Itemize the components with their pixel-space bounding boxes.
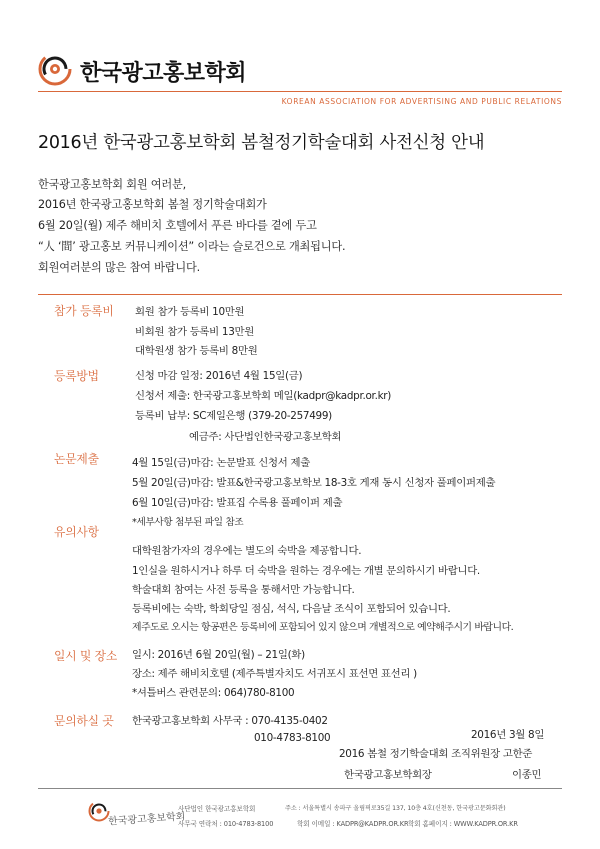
contact-line: 010-4783-8100	[254, 732, 331, 744]
society-logo-icon	[38, 52, 72, 86]
contact-line: 한국광고홍보학회 사무국 : 070-4135-0402	[132, 715, 328, 727]
notes-line: 학술대회 참여는 사전 등록을 통해서만 가능합니다.	[132, 584, 355, 596]
signature-date: 2016년 3월 8일	[471, 729, 545, 741]
papers-line: 5월 20일(금)마감: 발표&한국광고홍보학보 18-3호 게재 동시 신청자 풀페이퍼제출	[132, 477, 496, 489]
section-label-registration: 등록방법	[54, 369, 99, 383]
footer-logo-icon	[88, 800, 110, 822]
section-label-fee: 참가 등록비	[54, 304, 114, 318]
footer-phone: 사무국 연락처 : 010-4783-8100	[178, 820, 274, 828]
footer-logo-text: 한국광고홍보학회	[107, 811, 186, 828]
header-divider	[38, 91, 562, 92]
intro-line: “人 ‘間’ 광고홍보 커뮤니케이션” 이라는 슬로건으로 개최됩니다.	[38, 240, 346, 253]
section-label-contact: 문의하실 곳	[54, 714, 114, 728]
org-english-name: KOREAN ASSOCIATION FOR ADVERTISING AND PUBLIC RELATIONS	[281, 97, 562, 106]
datetime-line: 장소: 제주 해비치호텔 (제주특별자치도 서귀포시 표선면 표선리 )	[132, 668, 417, 680]
section-label-notes: 유의사항	[54, 525, 99, 539]
notes-line: 등록비에는 숙박, 학회당일 점심, 석식, 다음날 조식이 포함되어 있습니다.	[132, 603, 451, 615]
signature-president-title: 한국광고홍보학회장	[344, 769, 432, 781]
footer-org: 사단법인 한국광고홍보학회	[178, 805, 256, 813]
intro-line: 2016년 한국광고홍보학회 봄철 정기학술대회가	[38, 198, 267, 211]
registration-line: 신청서 제출: 한국광고홍보학회 메일(kadpr@kadpr.or.kr)	[135, 390, 392, 402]
signature-committee: 2016 봄철 정기학술대회 조직위원장 고한준	[339, 748, 533, 760]
papers-line: 6월 10일(금)마감: 발표집 수록용 풀페이퍼 제출	[132, 497, 343, 509]
registration-line: 신청 마감 일정: 2016년 4월 15일(금)	[135, 370, 303, 382]
fee-line: 회원 참가 등록비 10만원	[135, 306, 245, 318]
datetime-line: *셔틀버스 관련문의: 064)780-8100	[132, 687, 295, 699]
section-label-datetime: 일시 및 장소	[54, 649, 118, 663]
notes-line: 제주도로 오시는 항공편은 등록비에 포함되어 있지 않으며 개별적으로 예약해주시기 바랍니다.	[132, 622, 514, 633]
intro-line: 한국광고홍보학회 회원 여러분,	[38, 178, 186, 191]
fee-line: 비회원 참가 등록비 13만원	[135, 326, 255, 338]
registration-line: 예금주: 사단법인한국광고홍보학회	[189, 431, 342, 443]
papers-line: 4월 15일(금)마감: 논문발표 신청서 제출	[132, 457, 310, 469]
notes-line: 대학원참가자의 경우에는 별도의 숙박을 제공합니다.	[132, 545, 362, 557]
intro-line: 6월 20일(월) 제주 해비치 호텔에서 푸른 바다를 곁에 두고	[38, 219, 317, 232]
datetime-line: 일시: 2016년 6월 20일(월) – 21일(화)	[132, 649, 305, 661]
signature-president-name: 이종민	[512, 769, 542, 781]
notes-reference: *세부사항 첨부된 파일 참조	[132, 517, 244, 528]
page-title: 2016년 한국광고홍보학회 봄철정기학술대회 사전신청 안내	[38, 133, 485, 153]
footer-divider	[38, 788, 562, 789]
intro-line: 회원여러분의 많은 참여 바랍니다.	[38, 261, 200, 274]
notes-line: 1인실을 원하시거나 하루 더 숙박을 원하는 경우에는 개별 문의하시기 바랍니다.	[132, 565, 480, 577]
footer-email: 학회 이메일 : KADPR@KADPR.OR.KR	[297, 820, 409, 828]
registration-line: 등록비 납부: SC제일은행 (379-20-257499)	[135, 410, 332, 422]
footer-address: 주소 : 서울특별시 송파구 올림픽로35길 137, 10층 4호(신천동, 한국광고문화회관)	[285, 805, 506, 812]
footer-homepage: 학회 홈페이지 : WWW.KADPR.OR.KR	[408, 820, 518, 828]
org-name: 한국광고홍보학회	[80, 61, 247, 86]
section-divider	[38, 294, 562, 295]
section-label-papers: 논문제출	[54, 452, 99, 466]
fee-line: 대학원생 참가 등록비 8만원	[135, 345, 258, 357]
